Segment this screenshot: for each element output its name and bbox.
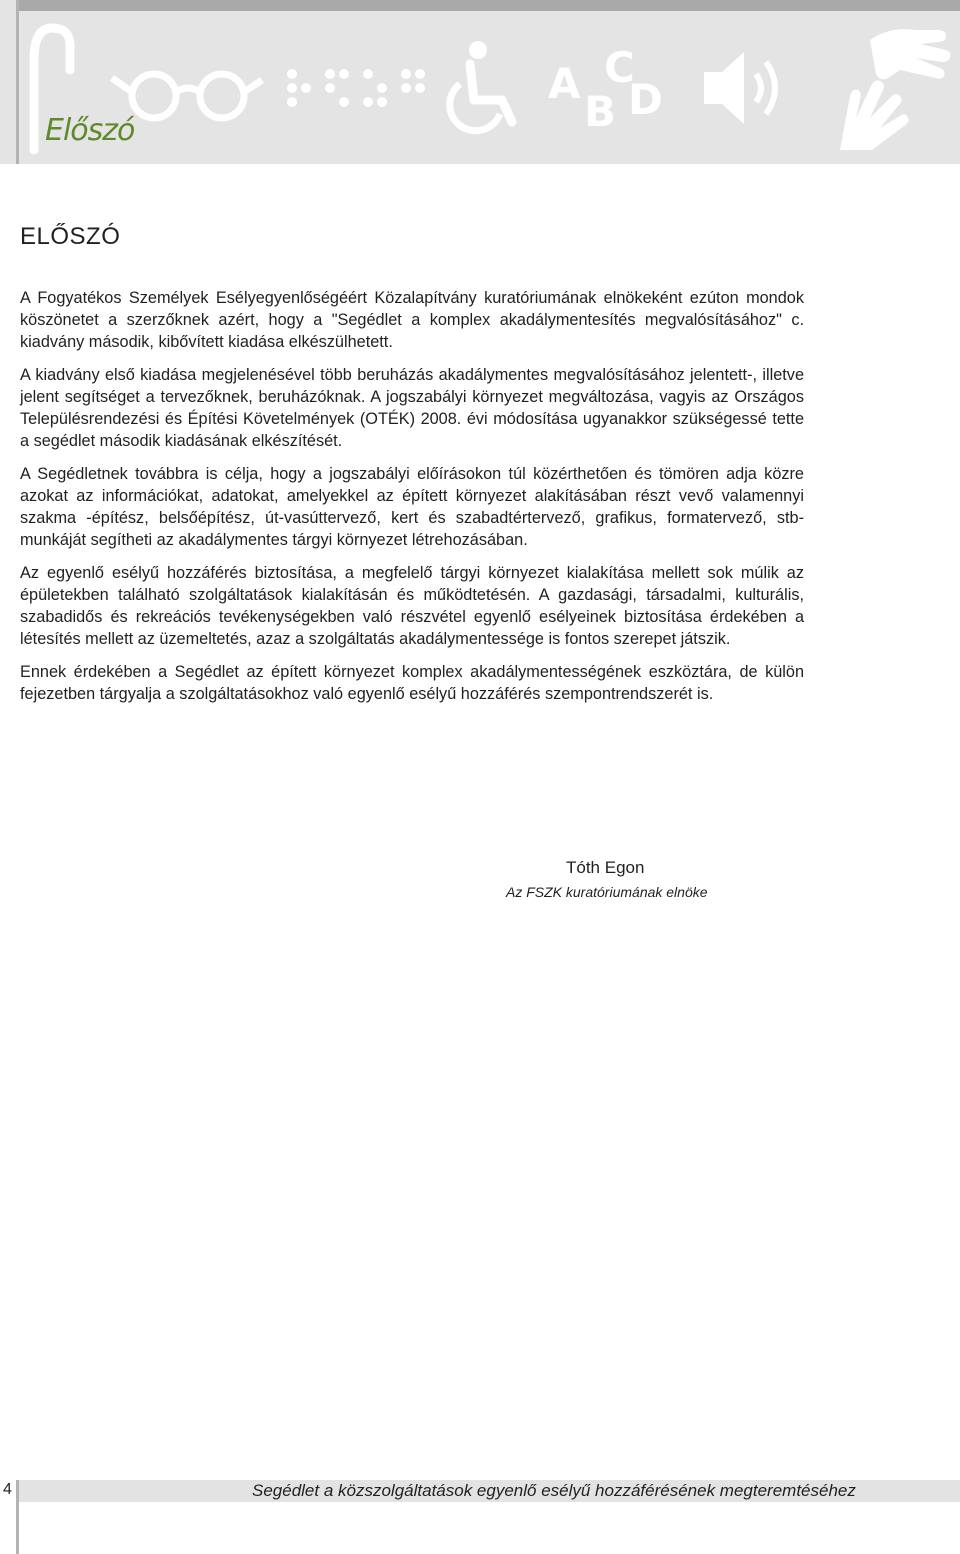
svg-text:D: D xyxy=(628,75,663,124)
svg-text:A: A xyxy=(548,59,581,108)
wheelchair-icon xyxy=(450,41,512,131)
sign-language-hand-icon xyxy=(840,29,951,150)
paragraph: A kiadvány első kiadása megjelenésével több beruházás akadálymentes megvalósításához jelentett-, illetve jelent segítséget a tervezőknek, beruházóknak. A jogszabályi környezet megváltozása, vagyis az Országos Településrendezési és Építési Követelmények (OTÉK) 2008. évi módosítása ugyanakkor szükségessé tette a segédlet második kiadásának elkészítését. xyxy=(20,366,804,450)
page-number: 4 xyxy=(3,1481,12,1498)
footer-title: Segédlet a közszolgáltatások egyenlő esélyű hozzáférésének megteremtéséhez xyxy=(252,1481,856,1500)
paragraph: Az egyenlő esélyű hozzáférés biztosítása, a megfelelő tárgyi környezet kialakítása mellett sok múlik az épületekben található szolgáltatások kialakításán és működtetésén. A gazdasági, társadalmi, kulturális, szabadidős és rekreációs tevékenységekben való részvétel egyenlő esélyeinek biztosítása érdekében a létesítés mellett az üzemeltetés, azaz a szolgáltatás akadálymentessége is fontos szerepet játszik. xyxy=(20,564,804,648)
header-banner xyxy=(0,0,960,164)
paragraph: A Fogyatékos Személyek Esélyegyenlőségéért Közalapítvány kuratóriumának elnökeként ezúton mondok köszönetet a szerzőknek azért, hogy a "Segédlet a komplex akadálymentesítés megvalósításához" c. kiadvány második, kibővített kiadása elkészülhetett. xyxy=(20,289,804,351)
paragraph: A Segédletnek továbbra is célja, hogy a jogszabályi előírásokon túl közérthetően és tömören adja közre azokat az információkat, adatokat, amelyekkel az épített környezet alakításában részt vevő valamennyi szakma -építész, belsőépítész, út-vasúttervező, kert és szabadtértervező, grafikus, formatervező, stb- munkáját segítheti az akadálymentes tárgyi környezet létrehozásában. xyxy=(20,465,804,549)
glasses-icon xyxy=(112,74,262,118)
svg-text:B: B xyxy=(584,87,617,136)
signature-name: Tóth Egon xyxy=(566,858,645,877)
svg-text:C: C xyxy=(604,43,635,92)
abcd-letters-icon xyxy=(548,43,663,136)
document-heading: ELŐSZÓ xyxy=(20,223,121,250)
accessibility-icons xyxy=(0,0,960,164)
document-body xyxy=(20,287,804,716)
braille-icon xyxy=(287,69,425,107)
footer-left-rule xyxy=(16,1480,19,1554)
speaker-icon xyxy=(704,52,775,124)
header-title: Előszó xyxy=(45,113,135,148)
paragraph: Ennek érdekében a Segédlet az épített környezet komplex akadálymentességének eszköztára, de külön fejezetben tárgyalja a szolgáltatásokhoz való egyenlő esélyű hozzáférés szempontrendszerét is. xyxy=(20,663,804,703)
signature-title: Az FSZK kuratóriumának elnöke xyxy=(506,884,708,900)
